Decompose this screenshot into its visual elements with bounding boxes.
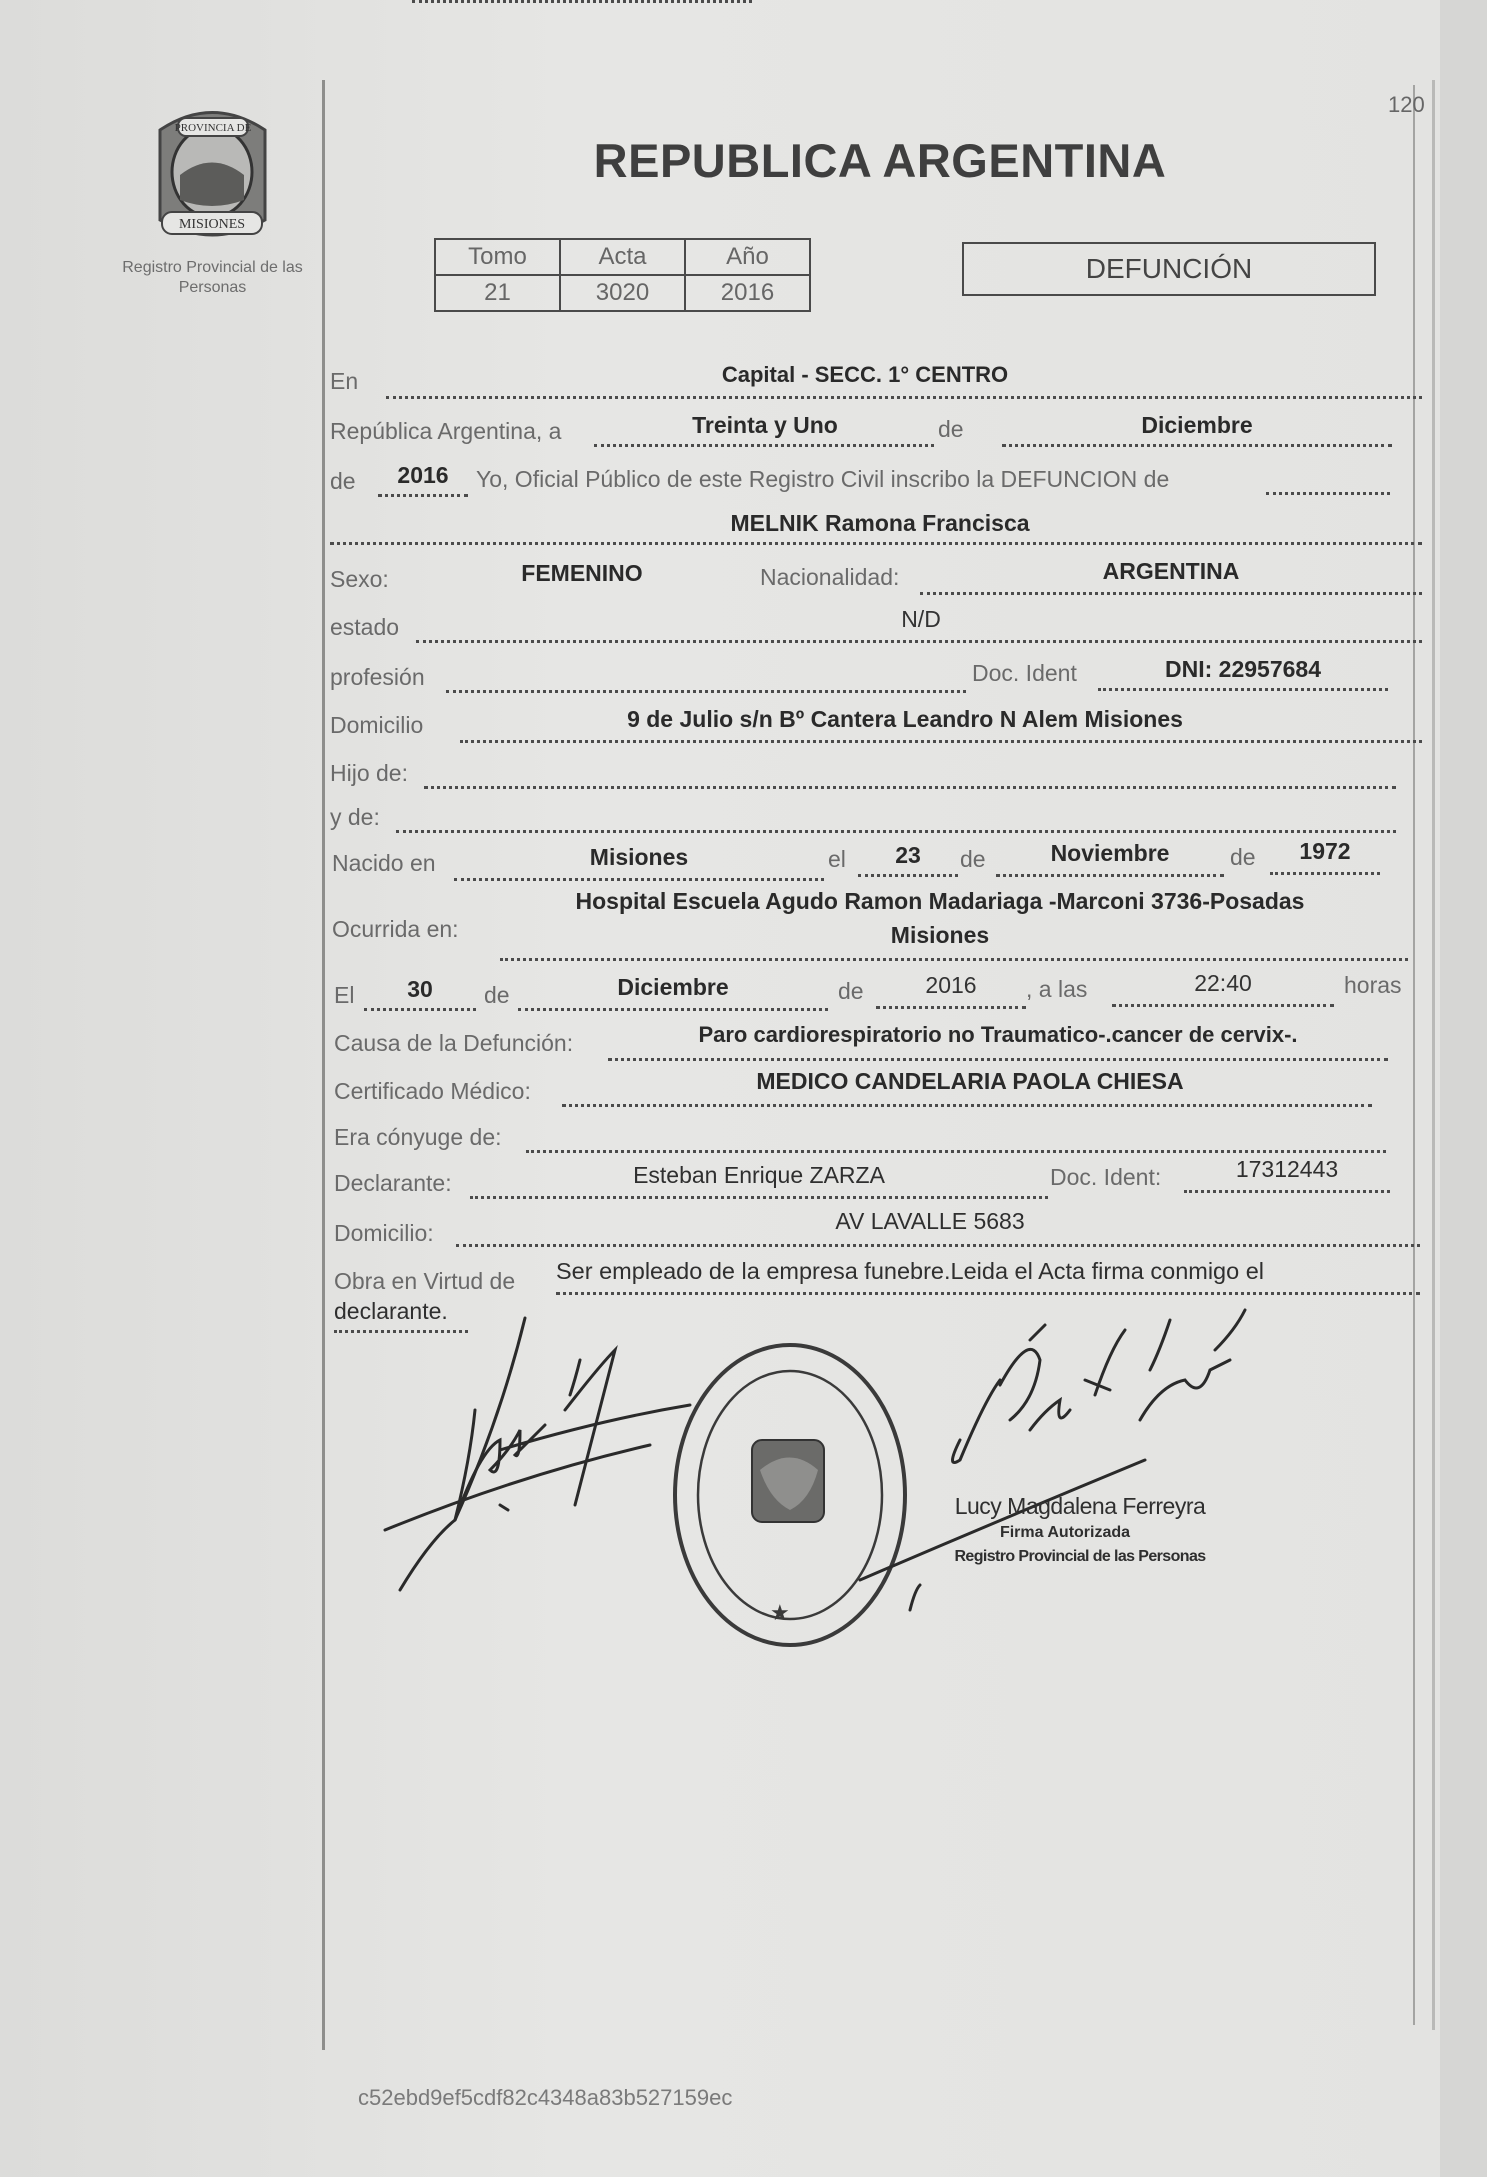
- label-en: En: [330, 368, 359, 394]
- label-de-nac-mes: de: [960, 846, 986, 872]
- label-republica: República Argentina, a: [330, 418, 562, 444]
- label-sexo: Sexo:: [330, 566, 389, 592]
- value-sexo: FEMENINO: [521, 560, 643, 586]
- value-nac-mes: Noviembre: [1050, 840, 1170, 866]
- document-title: REPUBLICA ARGENTINA: [593, 134, 1167, 187]
- declarant-signature: [385, 1318, 690, 1590]
- label-a-las: , a las: [1026, 976, 1088, 1002]
- value-doc-declarante: 17312443: [1235, 1156, 1339, 1182]
- label-de-nac-anio: de: [1230, 844, 1256, 870]
- label-de-mes: de: [938, 416, 964, 442]
- value-def-mes: Diciembre: [617, 974, 729, 1000]
- label-yo-oficial: Yo, Oficial Público de este Registro Civil inscribo la DEFUNCION de: [476, 466, 1170, 492]
- label-de-def-anio: de: [838, 978, 864, 1004]
- value-certificado: MEDICO CANDELARIA PAOLA CHIESA: [756, 1068, 1184, 1094]
- value-obra-line2: declarante.: [334, 1298, 448, 1324]
- label-nacionalidad: Nacionalidad:: [760, 564, 900, 590]
- header-acta: Acta: [560, 239, 685, 275]
- value-nacionalidad: ARGENTINA: [1102, 558, 1240, 584]
- header-anio: Año: [685, 239, 810, 275]
- footer-hash: c52ebd9ef5cdf82c4348a83b527159ec: [358, 2085, 733, 2110]
- label-conyuge: Era cónyuge de:: [334, 1124, 502, 1150]
- value-def-dia: 30: [407, 976, 433, 1002]
- value-ocurrida-line1: Hospital Escuela Agudo Ramon Madariaga -Marconi 3736-Posadas: [575, 888, 1305, 914]
- label-doc-ident: Doc. Ident: [972, 660, 1077, 686]
- value-nac-dia: 23: [895, 842, 921, 868]
- value-anio: 2016: [397, 462, 449, 488]
- label-doc-declarante: Doc. Ident:: [1050, 1164, 1162, 1190]
- value-mes: Diciembre: [1141, 412, 1253, 438]
- value-obra-line1: Ser empleado de la empresa funebre.Leida el Acta firma conmigo el: [556, 1258, 1265, 1284]
- label-el-fecha: El: [334, 982, 355, 1008]
- label-estado: estado: [330, 614, 400, 640]
- defuncion-seal: [675, 1345, 905, 1645]
- header-tomo: Tomo: [435, 239, 560, 275]
- label-domicilio: Domicilio: [330, 712, 424, 738]
- value-dia-letras: Treinta y Uno: [692, 412, 838, 438]
- svg-text:MISIONES: MISIONES: [178, 217, 246, 232]
- label-certificado: Certificado Médico:: [334, 1078, 531, 1104]
- label-horas: horas: [1344, 972, 1402, 998]
- svg-text:PROVINCIA DE: PROVINCIA DE: [174, 122, 252, 134]
- value-domicilio-declarante: AV LAVALLE 5683: [835, 1208, 1025, 1234]
- value-doc-ident: DNI: 22957684: [1165, 656, 1321, 682]
- registry-label: Registro Provincial de las Personas: [122, 259, 303, 296]
- value-declarante: Esteban Enrique ZARZA: [633, 1162, 885, 1188]
- record-type-box: DEFUNCIÓN: [962, 242, 1376, 296]
- official-office: Registro Provincial de las Personas: [954, 1548, 1206, 1565]
- label-ocurrida-en: Ocurrida en:: [332, 916, 459, 942]
- value-nac-anio: 1972: [1299, 838, 1351, 864]
- value-lugar: Capital - SECC. 1° CENTRO: [721, 362, 1009, 387]
- label-causa: Causa de la Defunción:: [334, 1030, 574, 1056]
- label-de-anio: de: [330, 468, 356, 494]
- value-tomo: 21: [435, 275, 560, 311]
- label-y-de: y de:: [330, 804, 380, 830]
- value-causa: Paro cardiorespiratorio no Traumatico-.cancer de cervix-.: [698, 1022, 1298, 1047]
- label-de-def-mes: de: [484, 982, 510, 1008]
- value-domicilio: 9 de Julio s/n Bº Cantera Leandro N Alem Misiones: [627, 706, 1183, 732]
- value-nombre: MELNIK Ramona Francisca: [730, 510, 1030, 536]
- label-hijo-de: Hijo de:: [330, 760, 408, 786]
- official-name: Lucy Magdalena Ferreyra: [954, 1493, 1206, 1519]
- value-nacido-en: Misiones: [589, 844, 689, 870]
- label-profesion: profesión: [330, 664, 425, 690]
- value-def-anio: 2016: [925, 972, 977, 998]
- label-nacido-en: Nacido en: [332, 850, 436, 876]
- official-role: Firma Autorizada: [999, 1524, 1131, 1541]
- label-obra: Obra en Virtud de: [334, 1268, 516, 1294]
- label-domicilio-declarante: Domicilio:: [334, 1220, 434, 1246]
- value-estado: N/D: [901, 606, 941, 632]
- value-acta: 3020: [560, 275, 685, 311]
- value-def-hora: 22:40: [1194, 970, 1252, 996]
- label-el: el: [828, 846, 846, 872]
- svg-text:★: ★: [770, 1600, 790, 1625]
- value-ocurrida-line2: Misiones: [890, 922, 990, 948]
- page-number: 120: [1388, 92, 1425, 117]
- value-anio: 2016: [685, 275, 810, 311]
- label-declarante: Declarante:: [334, 1170, 452, 1196]
